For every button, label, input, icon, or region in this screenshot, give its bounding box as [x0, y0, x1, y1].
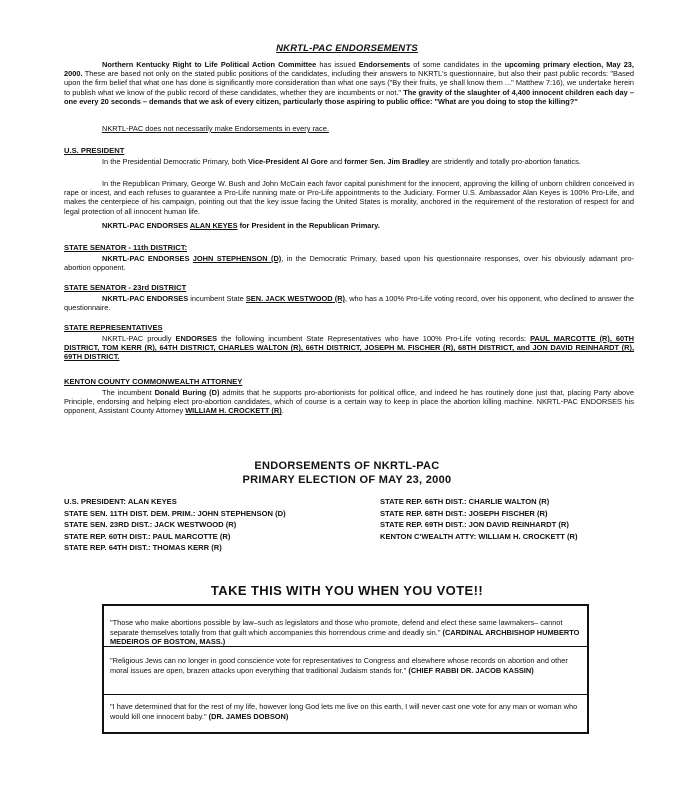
quote-3 [110, 702, 582, 721]
summary-item: KENTON C'WEALTH ATTY: WILLIAM H. CROCKETT (R) [380, 531, 578, 541]
org-name: Northern Kentucky Right to Life Political Action Committee [102, 60, 317, 69]
intro-bold: upcoming primary election, May 23, 2000. [64, 60, 634, 79]
text: for President in the Republican Primary. [237, 221, 380, 230]
text: Vice-President Al Gore [248, 157, 328, 166]
intro-text: of some candidates in the [410, 60, 505, 69]
text: ENDORSES [175, 334, 218, 343]
intro-note [64, 124, 634, 133]
intro-bold: The gravity of the slaughter of 4,400 innocent children each day – one every 20 seconds – demands that we ask of every citizen, particularly those aspiring to public office: "What are you doing to stop the killing?" [64, 87, 634, 106]
text: . [281, 406, 284, 416]
take-with-you-heading: TAKE THIS WITH YOU WHEN YOU VOTE!! [210, 583, 484, 598]
intro-note-text: NKRTL-PAC does not necessarily make Endorsements in every race. [102, 124, 329, 133]
summary-subtitle: PRIMARY ELECTION OF MAY 23, 2000 [242, 474, 452, 486]
section-title-attorney: KENTON COUNTY COMMONWEALTH ATTORNEY [64, 377, 243, 386]
representatives-paragraph [64, 334, 634, 362]
text: JOHN STEPHENSON (D) [192, 254, 282, 263]
text: NKRTL-PAC proudly [102, 334, 176, 343]
text: CHARLES WALTON (R), 66TH DISTRICT, [218, 343, 365, 353]
text: SEN. JACK WESTWOOD (R) [245, 294, 346, 303]
text: NKRTL-PAC ENDORSES [102, 294, 189, 303]
quotes-box [102, 604, 589, 734]
quote-text: "Religious Jews can no longer in good conscience vote for representatives to Congress and elsewhere whose records on abortion and other moral issues are open, brazen attacks upon everything that traditional Judaism stands for." [110, 656, 568, 675]
quote-author: (CHIEF RABBI DR. JACOB KASSIN) [408, 665, 534, 675]
quote-divider [104, 694, 587, 695]
summary-item: U.S. PRESIDENT: ALAN KEYES [64, 497, 177, 506]
text: JON DAVID REINHARDT (R), 69TH DISTRICT. [64, 343, 634, 362]
text: , in the Democratic Primary, based upon his questionnaire responses, over his obviously adamant pro-abortion opponent. [64, 254, 634, 273]
text: admits that he supports pro-abortionists for political office, and indeed he has routinely done just that, placing Party above Principle, endorsing and helping elect pro-abortion candidates, which of course is a certain way to keep in place the abortion killing machine. NKRTL-PAC ENDORSES his opponent, Assistant County Attorney [64, 388, 634, 416]
text: NKRTL-PAC ENDORSES [102, 254, 193, 263]
text: , who has a 100% Pro-Life voting record, over his opponent, who declined to answer the questionnaire. [64, 294, 635, 313]
quote-2 [110, 656, 582, 675]
summary-right-list [380, 496, 578, 542]
summary-title: ENDORSEMENTS OF NKRTL-PAC [254, 460, 440, 472]
text: PAUL MARCOTTE (R), 60TH DISTRICT, [64, 334, 635, 353]
text: Donald Buring (D) [154, 388, 220, 397]
summary-item: STATE SEN. 11TH DIST. DEM. PRIM.: JOHN STEPHENSON (D) [64, 508, 286, 518]
summary-item: STATE REP. 66TH DIST.: CHARLIE WALTON (R) [380, 497, 550, 506]
quote-text: "I have determined that for the rest of my life, however long God lets me live on this earth, I will never cast one vote for any man or woman who would kill one innocent baby." [110, 702, 578, 721]
text: former Sen. Jim Bradley [344, 157, 430, 166]
attorney-paragraph [64, 388, 634, 416]
senate-23-paragraph [64, 294, 634, 312]
section-title-senate-11: STATE SENATOR - 11th DISTRICT: [64, 243, 188, 252]
intro-text: has issued [316, 60, 359, 69]
section-title-representatives: STATE REPRESENTATIVES [64, 323, 163, 332]
text: and [327, 157, 345, 166]
quote-divider [104, 646, 587, 647]
quote-author: (DR. JAMES DOBSON) [208, 711, 289, 721]
text: ALAN KEYES [189, 221, 238, 230]
summary-item: STATE REP. 64TH DIST.: THOMAS KERR (R) [64, 543, 222, 552]
summary-item: STATE REP. 69TH DIST.: JON DAVID REINHARDT (R) [380, 520, 569, 529]
text: incumbent State [188, 294, 246, 303]
text: WILLIAM H. CROCKETT (R) [185, 406, 282, 416]
quote-text: "Those who make abortions possible by law–such as legislators and those who promote, defend and elect these same lawmakers– cannot separate themselves totally from that guilt which accompanies this horrendous crime and deadly sin." [110, 618, 563, 637]
intro-bold: Endorsements [358, 60, 411, 69]
text: are stridently and totally pro-abortion fanatics. [429, 157, 581, 166]
intro-text: These are based not only on the stated public positions of the candidates, including their answers to NKRTL's questionnaire, but also their past public records: "Based upon the firm belief that what one has done is significantly more consideration than what one says ("By their fruits, ye shall know them ..." Matthew 7:16), we undertake herein to publish what we know of the public record of these candidates, whether they are incumbents or not." [64, 69, 634, 97]
page-title: NKRTL-PAC ENDORSEMENTS [276, 43, 418, 54]
summary-item: STATE SEN. 23RD DIST.: JACK WESTWOOD (R) [64, 520, 237, 529]
president-paragraph-1 [64, 157, 634, 166]
quote-author: (CARDINAL ARCHBISHOP HUMBERTO MEDEIROS OF BOSTON, MASS.) [110, 627, 580, 647]
text: TOM KERR (R), 64TH DISTRICT, [101, 343, 219, 353]
summary-left-list [64, 496, 286, 554]
senate-11-paragraph [64, 254, 634, 272]
text: the following incumbent State Representatives who have 100% Pro-Life voting records: [217, 334, 531, 343]
text: In the Presidential Democratic Primary, both [102, 157, 249, 166]
quote-1 [110, 618, 582, 647]
text: The incumbent [102, 388, 155, 397]
intro-paragraph [64, 60, 634, 106]
text: JOSEPH M. FISCHER (R), 68TH DISTRICT, and [364, 343, 533, 353]
summary-item: STATE REP. 68TH DIST.: JOSEPH FISCHER (R) [380, 508, 548, 518]
president-endorsement [64, 221, 634, 230]
text: NKRTL-PAC ENDORSES [102, 221, 190, 230]
summary-item: STATE REP. 60TH DIST.: PAUL MARCOTTE (R) [64, 531, 231, 541]
section-title-president: U.S. PRESIDENT [64, 146, 125, 155]
section-title-senate-23: STATE SENATOR - 23rd DISTRICT [64, 283, 187, 292]
president-paragraph-2: In the Republican Primary, George W. Bush and John McCain each favor capital punishment for the innocent, approving the killing of unborn children conceived in rape or incest, and each refuses to guarantee a Pro-Life running mate or Pro-Life appointments to the Judiciary. Former U.S. Ambassador Alan Keyes is 100% Pro-Life, and makes the centerpiece of his campaign, pointing out that the key issue facing the United States is morality, anchored in the requirement of the restoration of respect for and legal protection of all innocent human life. [64, 179, 634, 216]
